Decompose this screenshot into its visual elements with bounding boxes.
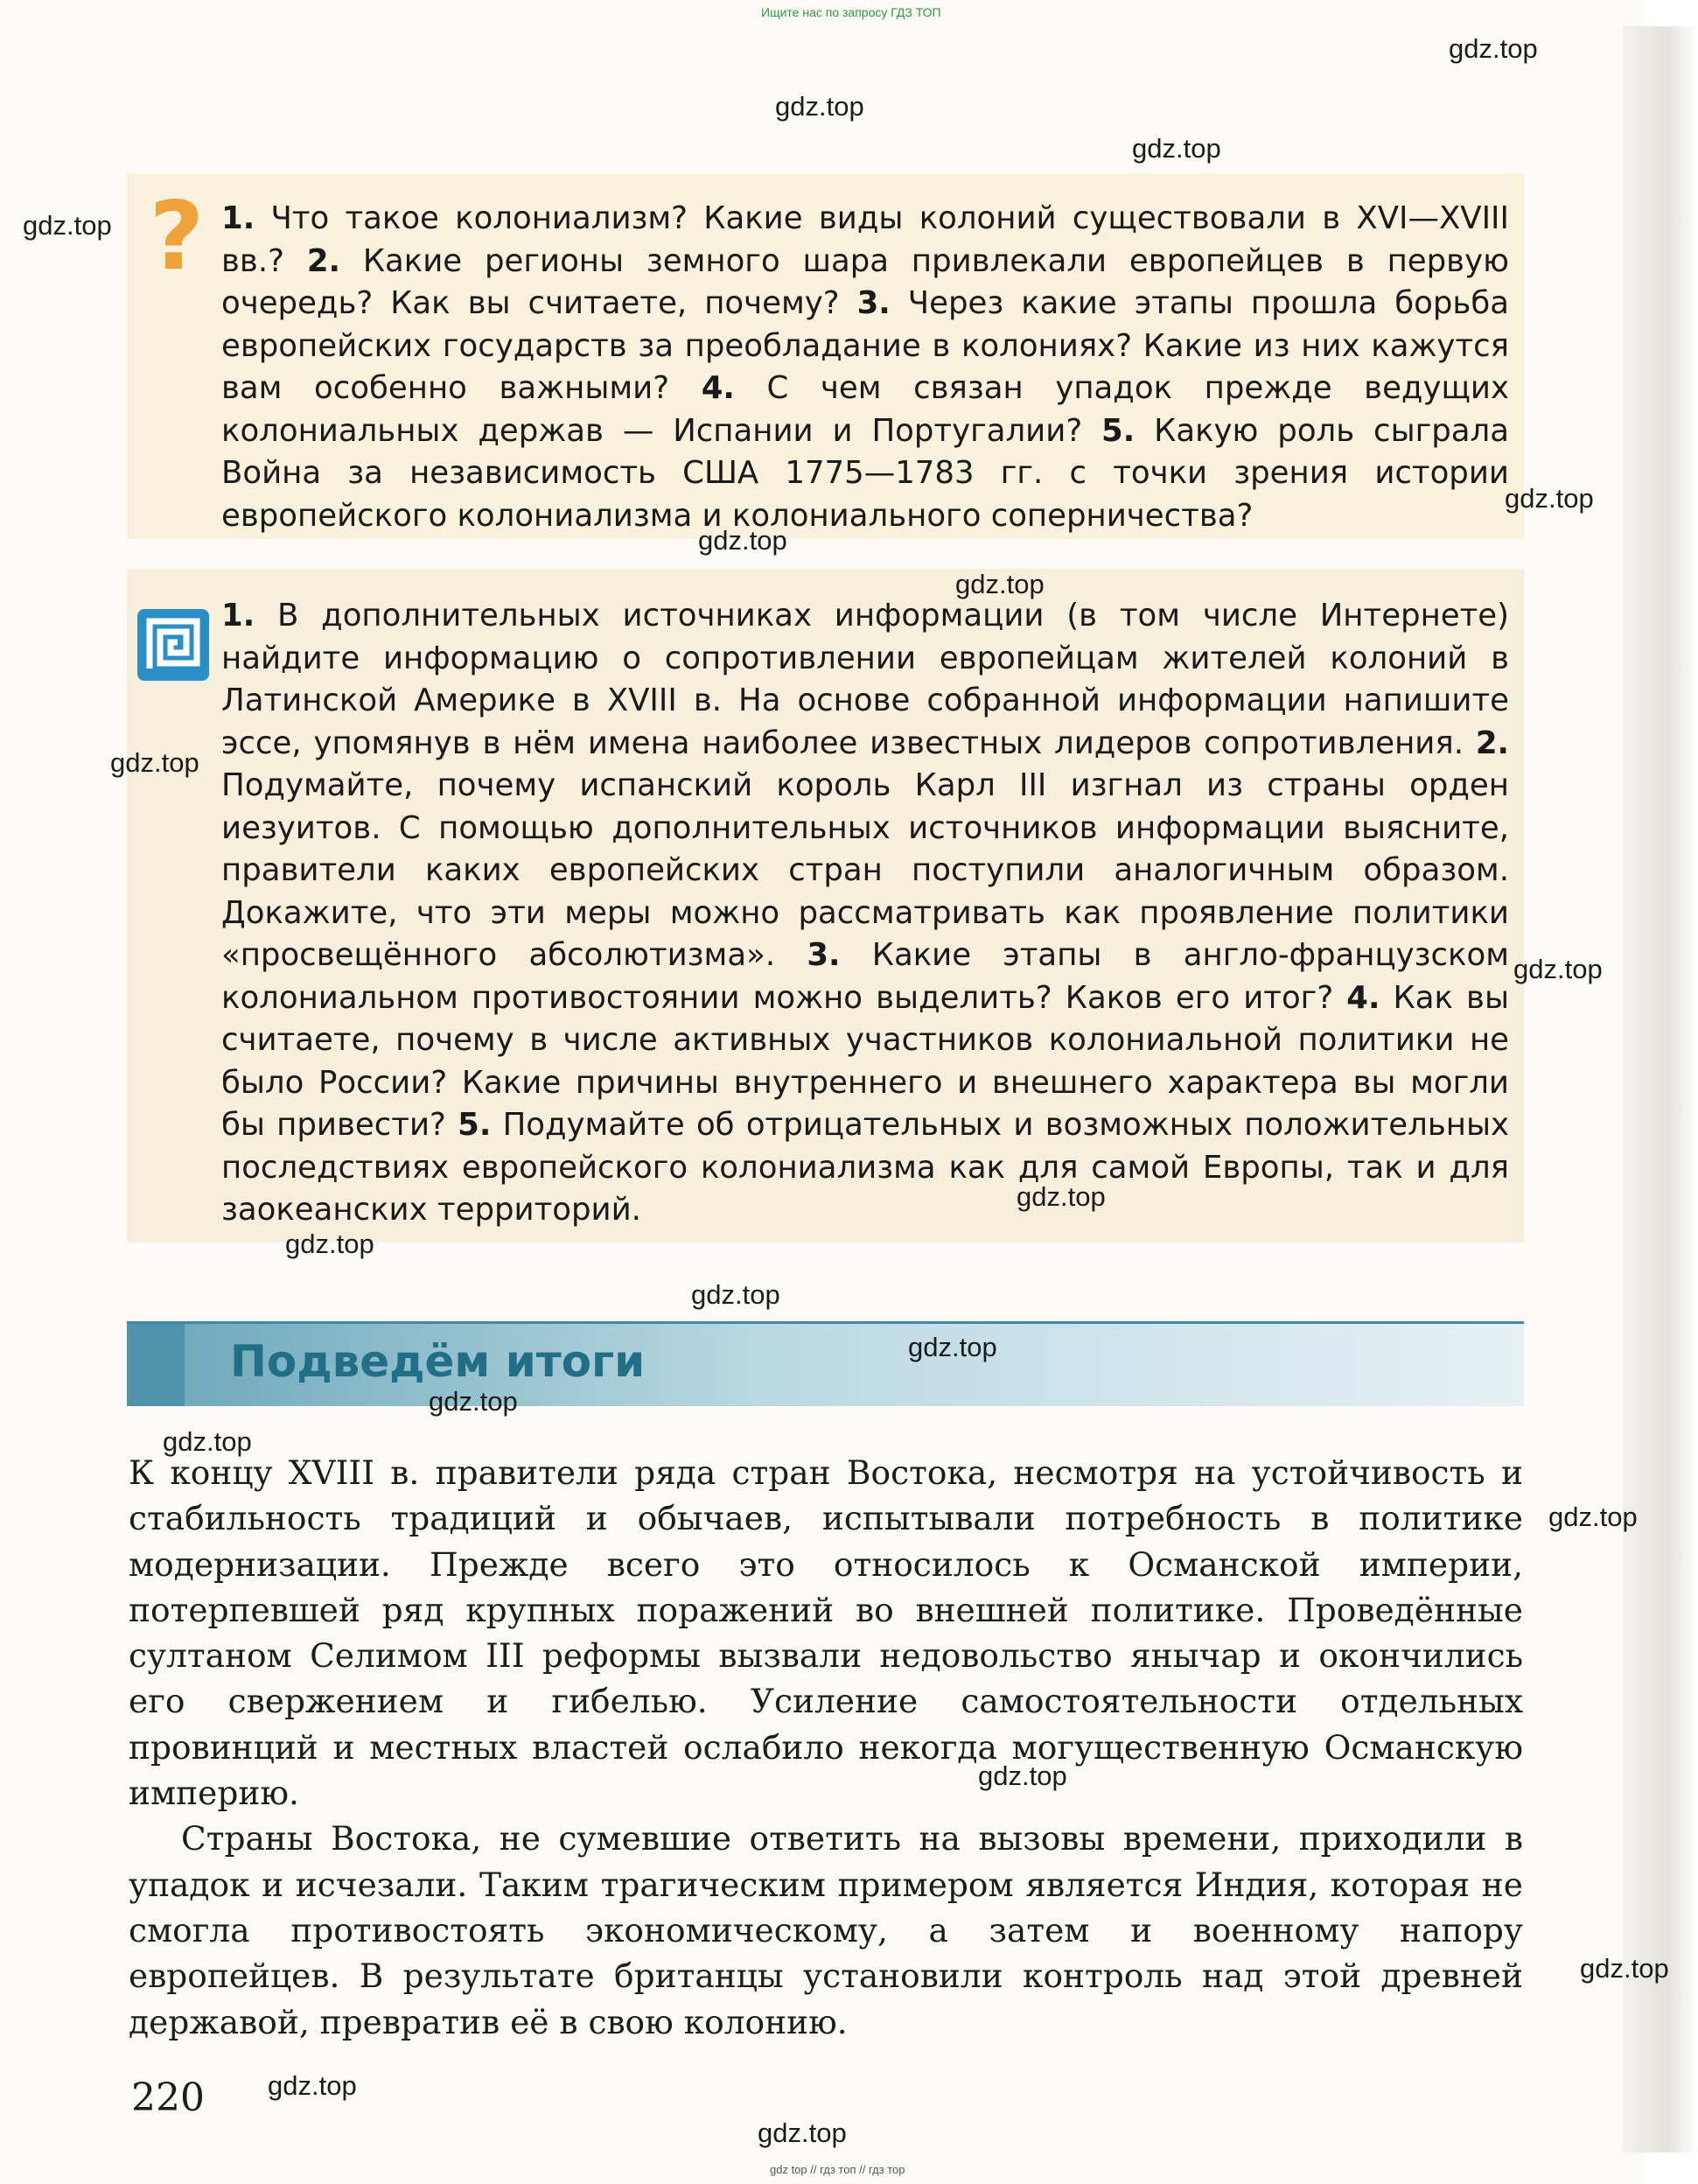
task-text: Подумайте об отрицательных и возможных положительных последствиях европейского колониализма как для самой Европы, так и для заокеанских территорий. xyxy=(221,1107,1509,1228)
questions-box xyxy=(127,173,1524,539)
watermark: gdz.top xyxy=(268,2070,357,2101)
watermark: gdz.top xyxy=(908,1332,997,1362)
page-number: 220 xyxy=(131,2076,205,2120)
summary-title: Подведём итоги xyxy=(230,1336,646,1387)
watermark: gdz.top xyxy=(1505,483,1594,514)
question-text: Что такое колониализм? Какие виды колоний существовали в XVI—XVIII вв.? xyxy=(221,200,1509,279)
task-number: 4. xyxy=(1346,979,1380,1016)
watermark: gdz.top xyxy=(1132,133,1221,164)
page-edge-shadow xyxy=(1623,26,1698,2152)
watermark: gdz.top xyxy=(775,91,864,122)
summary-heading-bar xyxy=(127,1321,1524,1406)
bottom-banner: gdz top // гдз топ // гдз тор xyxy=(770,2163,905,2176)
watermark: gdz.top xyxy=(1017,1181,1106,1212)
watermark: gdz.top xyxy=(429,1386,518,1417)
task-number: 2. xyxy=(1475,724,1509,761)
tasks-box xyxy=(127,569,1524,1242)
summary-paragraph: К концу XVIII в. правители ряда стран Востока, несмотря на устойчивость и стабильность традиций и обычаев, испытывали потребность в политике модернизации. Прежде всего это относилось к Османской империи, потерпевшей ряд крупных поражений во внешней политике. Проведённые султаном Селимом III реформы вызвали недовольство янычар и окончились его свержением и гибелью. Усиление самостоятельности отдельных провинций и местных властей ослабило некогда могущественную Османскую империю. xyxy=(129,1453,1523,1813)
question-text: С чем связан упадок прежде ведущих колониальных держав — Испании и Португалии? xyxy=(221,370,1510,449)
task-text: В дополнительных источниках информации (в том числе Интернете) найдите информацию о сопротивлении европейцам жителей колоний в Латинской Америке в XVIII в. На основе собранной информации напишите эссе, упомянув в нём имена наиболее известных лидеров сопротивления. xyxy=(221,598,1509,761)
task-number: 3. xyxy=(807,937,841,973)
spiral-task-icon xyxy=(137,609,209,681)
watermark: gdz.top xyxy=(1548,1502,1638,1532)
task-number: 5. xyxy=(458,1107,492,1143)
tasks-text xyxy=(221,595,1509,1232)
summary-heading-strip xyxy=(127,1324,185,1406)
question-number: 5. xyxy=(1101,412,1135,449)
question-number: 1. xyxy=(221,200,255,236)
question-mark-icon: ? xyxy=(149,182,205,291)
task-text: Как вы считаете, почему в числе активных участников колониальной политики не было России? Какие причины внутреннего и внешнего характера вы могли бы привести? xyxy=(221,979,1509,1143)
question-text: Какие регионы земного шара привлекали европейцев в первую очередь? Как вы считаете, почему? xyxy=(221,242,1509,321)
question-number: 3. xyxy=(856,285,891,321)
watermark: gdz.top xyxy=(1580,1953,1669,1984)
watermark: gdz.top xyxy=(110,747,199,778)
summary-paragraph: Страны Востока, не сумевшие ответить на вызовы времени, приходили в упадок и исчезали. Таким трагическим примером является Индия, которая не смогла противостоять экономическому, а затем и военному напору европейцев. В результате британцы установили контроль над этой древней державой, превратив её в свою колонию. xyxy=(129,1819,1523,2041)
watermark: gdz.top xyxy=(163,1426,252,1457)
task-number: 1. xyxy=(221,598,255,634)
watermark: gdz.top xyxy=(285,1228,374,1259)
watermark: gdz.top xyxy=(23,210,112,241)
watermark: gdz.top xyxy=(1449,33,1538,64)
task-text: Подумайте, почему испанский король Карл III изгнал из страны орден иезуитов. С помощью дополнительных источников информации выясните, правители каких европейских стран поступили аналогичным образом. Докажите, что эти меры можно рассматривать как проявление политики «просвещённого абсолютизма». xyxy=(221,767,1509,973)
watermark: gdz.top xyxy=(698,525,787,556)
task-text: Какие этапы в англо-французском колониальном противостоянии можно выделить? Каков его итог? xyxy=(221,937,1509,1016)
question-number: 2. xyxy=(306,242,340,279)
watermark: gdz.top xyxy=(1513,954,1603,984)
summary-body xyxy=(129,1450,1523,2045)
question-text: Через какие этапы прошла борьба европейских государств за преобладание в колониях? Какие из них кажутся вам особенно важными? xyxy=(221,285,1509,406)
watermark: gdz.top xyxy=(758,2118,847,2148)
top-banner: Ищите нас по запросу ГДЗ ТОП xyxy=(761,5,941,19)
watermark: gdz.top xyxy=(978,1760,1067,1791)
question-number: 4. xyxy=(701,370,735,406)
watermark: gdz.top xyxy=(691,1279,780,1310)
watermark: gdz.top xyxy=(955,569,1045,599)
question-text: Какую роль сыграла Война за независимость США 1775—1783 гг. с точки зрения истории европейского колониализма и колониального соперничества? xyxy=(221,412,1509,534)
questions-text xyxy=(221,198,1509,537)
